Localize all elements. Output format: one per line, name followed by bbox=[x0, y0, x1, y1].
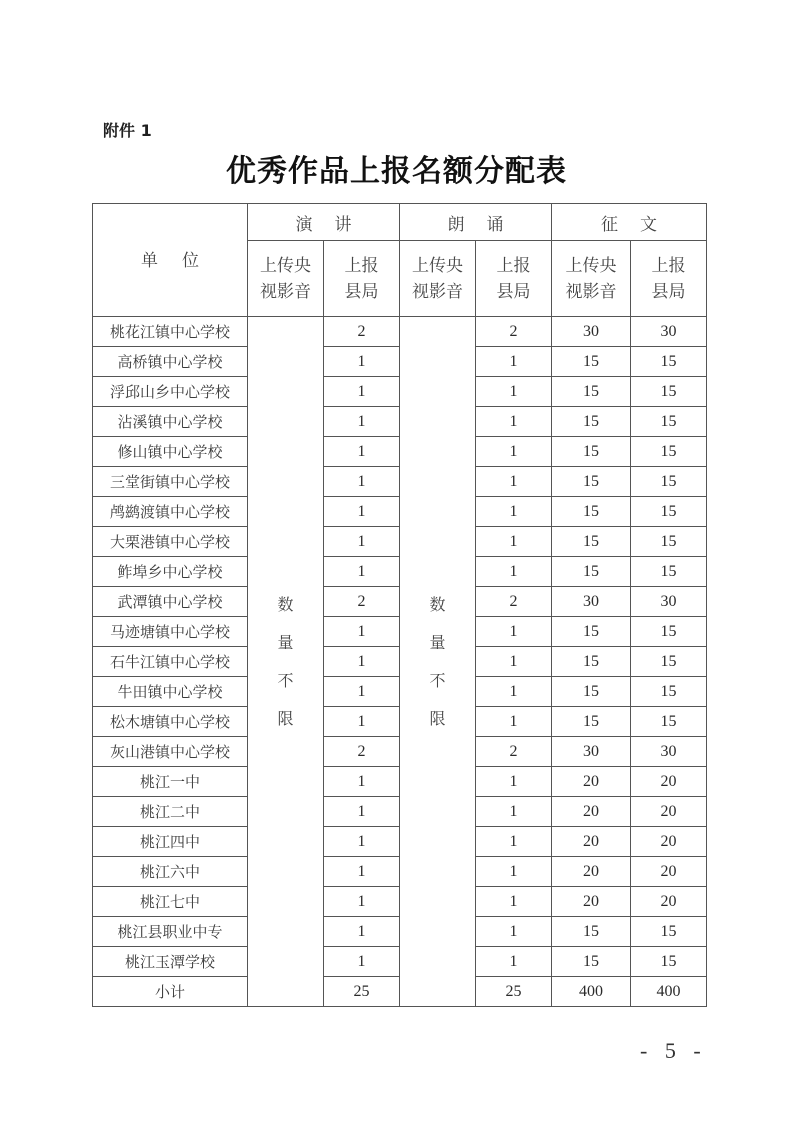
recite-county-cell: 2 bbox=[476, 737, 552, 767]
recite-county-cell: 1 bbox=[476, 857, 552, 887]
recite-county-cell: 1 bbox=[476, 527, 552, 557]
unit-cell: 桃江七中 bbox=[93, 887, 248, 917]
unit-cell: 石牛江镇中心学校 bbox=[93, 647, 248, 677]
quota-table-wrapper bbox=[92, 203, 707, 1007]
essay-cctv-cell: 20 bbox=[552, 857, 631, 887]
essay-cctv-cell: 20 bbox=[552, 887, 631, 917]
unit-cell: 牛田镇中心学校 bbox=[93, 677, 248, 707]
unlimited-char: 量 bbox=[429, 632, 446, 652]
recite-county-cell: 1 bbox=[476, 947, 552, 977]
speech-group-header: 演讲 bbox=[248, 204, 400, 241]
speech-cctv-unlimited-cell bbox=[248, 317, 324, 1007]
attachment-label: 附件 1 bbox=[103, 121, 152, 140]
speech-county-cell: 1 bbox=[324, 527, 400, 557]
unit-cell: 松木塘镇中心学校 bbox=[93, 707, 248, 737]
unlimited-char: 量 bbox=[277, 632, 294, 652]
essay-cctv-cell: 15 bbox=[552, 347, 631, 377]
essay-cctv-cell: 15 bbox=[552, 527, 631, 557]
sub-header-text: 上传央 视影音 bbox=[565, 255, 617, 302]
recite-county-cell: 1 bbox=[476, 377, 552, 407]
essay-cctv-cell: 15 bbox=[552, 467, 631, 497]
subtotal-essay-county: 400 bbox=[631, 977, 707, 1007]
recite-county-cell: 1 bbox=[476, 707, 552, 737]
speech-county-cell: 1 bbox=[324, 437, 400, 467]
essay-cctv-cell: 15 bbox=[552, 707, 631, 737]
essay-cctv-cell: 30 bbox=[552, 737, 631, 767]
quota-table bbox=[92, 203, 707, 1007]
header-row-groups bbox=[93, 204, 707, 241]
sub-header-text: 上报 县局 bbox=[651, 255, 686, 302]
page-number: - 5 - bbox=[640, 1038, 707, 1063]
essay-county-cell: 15 bbox=[631, 527, 707, 557]
essay-cctv-cell: 15 bbox=[552, 947, 631, 977]
recite-county-cell: 1 bbox=[476, 767, 552, 797]
essay-cctv-cell: 20 bbox=[552, 827, 631, 857]
recite-county-cell: 1 bbox=[476, 437, 552, 467]
recite-county-cell: 1 bbox=[476, 557, 552, 587]
recite-county-cell: 2 bbox=[476, 317, 552, 347]
essay-cctv-cell: 15 bbox=[552, 617, 631, 647]
speech-county-cell: 1 bbox=[324, 497, 400, 527]
essay-county-cell: 30 bbox=[631, 587, 707, 617]
essay-cctv-cell: 15 bbox=[552, 437, 631, 467]
unlimited-char: 限 bbox=[277, 708, 294, 728]
essay-cctv-cell: 15 bbox=[552, 407, 631, 437]
unit-cell: 三堂街镇中心学校 bbox=[93, 467, 248, 497]
essay-county-header bbox=[631, 241, 707, 317]
essay-county-cell: 15 bbox=[631, 467, 707, 497]
essay-county-cell: 15 bbox=[631, 647, 707, 677]
speech-county-cell: 1 bbox=[324, 677, 400, 707]
subtotal-label: 小计 bbox=[93, 977, 248, 1007]
unit-header: 单位 bbox=[93, 204, 248, 317]
recite-county-cell: 1 bbox=[476, 677, 552, 707]
speech-county-cell: 1 bbox=[324, 857, 400, 887]
essay-county-cell: 20 bbox=[631, 887, 707, 917]
speech-county-cell: 1 bbox=[324, 827, 400, 857]
speech-county-cell: 1 bbox=[324, 467, 400, 497]
recite-group-header: 朗诵 bbox=[400, 204, 552, 241]
speech-county-cell: 2 bbox=[324, 587, 400, 617]
essay-county-cell: 20 bbox=[631, 827, 707, 857]
subtotal-recite-county: 25 bbox=[476, 977, 552, 1007]
speech-county-cell: 1 bbox=[324, 617, 400, 647]
subtotal-speech-county: 25 bbox=[324, 977, 400, 1007]
recite-county-cell: 1 bbox=[476, 887, 552, 917]
sub-header-text: 上报 县局 bbox=[496, 255, 531, 302]
unit-cell: 修山镇中心学校 bbox=[93, 437, 248, 467]
speech-cctv-header bbox=[248, 241, 324, 317]
unit-cell: 高桥镇中心学校 bbox=[93, 347, 248, 377]
essay-cctv-header bbox=[552, 241, 631, 317]
essay-cctv-cell: 15 bbox=[552, 497, 631, 527]
essay-county-cell: 20 bbox=[631, 857, 707, 887]
speech-county-cell: 1 bbox=[324, 887, 400, 917]
unit-cell: 桃江二中 bbox=[93, 797, 248, 827]
recite-county-cell: 1 bbox=[476, 797, 552, 827]
recite-county-cell: 1 bbox=[476, 467, 552, 497]
unlimited-char: 数 bbox=[277, 594, 294, 614]
speech-county-cell: 2 bbox=[324, 317, 400, 347]
recite-county-cell: 1 bbox=[476, 617, 552, 647]
unit-cell: 桃江县职业中专 bbox=[93, 917, 248, 947]
essay-cctv-cell: 30 bbox=[552, 587, 631, 617]
essay-group-header: 征文 bbox=[552, 204, 707, 241]
unlimited-char: 不 bbox=[429, 670, 446, 690]
unit-cell: 桃江六中 bbox=[93, 857, 248, 887]
speech-county-cell: 1 bbox=[324, 917, 400, 947]
essay-county-cell: 30 bbox=[631, 737, 707, 767]
essay-cctv-cell: 20 bbox=[552, 797, 631, 827]
essay-county-cell: 15 bbox=[631, 497, 707, 527]
unit-cell: 鸬鹚渡镇中心学校 bbox=[93, 497, 248, 527]
sub-header-text: 上传央 视影音 bbox=[412, 255, 463, 302]
table-body bbox=[93, 317, 707, 1007]
essay-cctv-cell: 15 bbox=[552, 917, 631, 947]
sub-header-text: 上传央 视影音 bbox=[260, 255, 311, 302]
essay-cctv-cell: 20 bbox=[552, 767, 631, 797]
unit-cell: 沾溪镇中心学校 bbox=[93, 407, 248, 437]
recite-county-cell: 1 bbox=[476, 827, 552, 857]
speech-county-cell: 2 bbox=[324, 737, 400, 767]
essay-county-cell: 15 bbox=[631, 677, 707, 707]
essay-cctv-cell: 30 bbox=[552, 317, 631, 347]
essay-cctv-cell: 15 bbox=[552, 557, 631, 587]
essay-county-cell: 15 bbox=[631, 617, 707, 647]
essay-cctv-cell: 15 bbox=[552, 377, 631, 407]
speech-county-cell: 1 bbox=[324, 767, 400, 797]
essay-county-cell: 15 bbox=[631, 407, 707, 437]
recite-cctv-header bbox=[400, 241, 476, 317]
essay-county-cell: 15 bbox=[631, 707, 707, 737]
speech-county-cell: 1 bbox=[324, 557, 400, 587]
page-title: 优秀作品上报名额分配表 bbox=[226, 154, 567, 189]
recite-county-cell: 1 bbox=[476, 497, 552, 527]
essay-county-cell: 15 bbox=[631, 947, 707, 977]
unit-cell: 浮邱山乡中心学校 bbox=[93, 377, 248, 407]
speech-county-cell: 1 bbox=[324, 347, 400, 377]
subtotal-essay-cctv: 400 bbox=[552, 977, 631, 1007]
speech-county-header bbox=[324, 241, 400, 317]
recite-county-cell: 1 bbox=[476, 407, 552, 437]
speech-county-cell: 1 bbox=[324, 647, 400, 677]
essay-county-cell: 15 bbox=[631, 557, 707, 587]
unit-cell: 桃花江镇中心学校 bbox=[93, 317, 248, 347]
speech-unlimited-text bbox=[276, 586, 296, 738]
essay-county-cell: 20 bbox=[631, 767, 707, 797]
essay-county-cell: 15 bbox=[631, 377, 707, 407]
unit-cell: 武潭镇中心学校 bbox=[93, 587, 248, 617]
essay-county-cell: 30 bbox=[631, 317, 707, 347]
speech-county-cell: 1 bbox=[324, 377, 400, 407]
unlimited-char: 限 bbox=[429, 708, 446, 728]
unit-cell: 鲊埠乡中心学校 bbox=[93, 557, 248, 587]
unit-cell: 大栗港镇中心学校 bbox=[93, 527, 248, 557]
essay-cctv-cell: 15 bbox=[552, 677, 631, 707]
recite-county-header bbox=[476, 241, 552, 317]
essay-county-cell: 15 bbox=[631, 347, 707, 377]
speech-county-cell: 1 bbox=[324, 797, 400, 827]
unit-cell: 马迹塘镇中心学校 bbox=[93, 617, 248, 647]
recite-cctv-unlimited-cell bbox=[400, 317, 476, 1007]
unlimited-char: 数 bbox=[429, 594, 446, 614]
essay-cctv-cell: 15 bbox=[552, 647, 631, 677]
essay-county-cell: 15 bbox=[631, 437, 707, 467]
unit-cell: 灰山港镇中心学校 bbox=[93, 737, 248, 767]
unit-cell: 桃江玉潭学校 bbox=[93, 947, 248, 977]
sub-header-text: 上报 县局 bbox=[344, 255, 379, 302]
table-row bbox=[93, 317, 707, 347]
speech-county-cell: 1 bbox=[324, 947, 400, 977]
recite-county-cell: 1 bbox=[476, 647, 552, 677]
recite-county-cell: 1 bbox=[476, 347, 552, 377]
recite-unlimited-text bbox=[428, 586, 448, 738]
essay-county-cell: 20 bbox=[631, 797, 707, 827]
unit-cell: 桃江一中 bbox=[93, 767, 248, 797]
recite-county-cell: 2 bbox=[476, 587, 552, 617]
speech-county-cell: 1 bbox=[324, 707, 400, 737]
unlimited-char: 不 bbox=[277, 670, 294, 690]
speech-county-cell: 1 bbox=[324, 407, 400, 437]
unit-cell: 桃江四中 bbox=[93, 827, 248, 857]
essay-county-cell: 15 bbox=[631, 917, 707, 947]
recite-county-cell: 1 bbox=[476, 917, 552, 947]
